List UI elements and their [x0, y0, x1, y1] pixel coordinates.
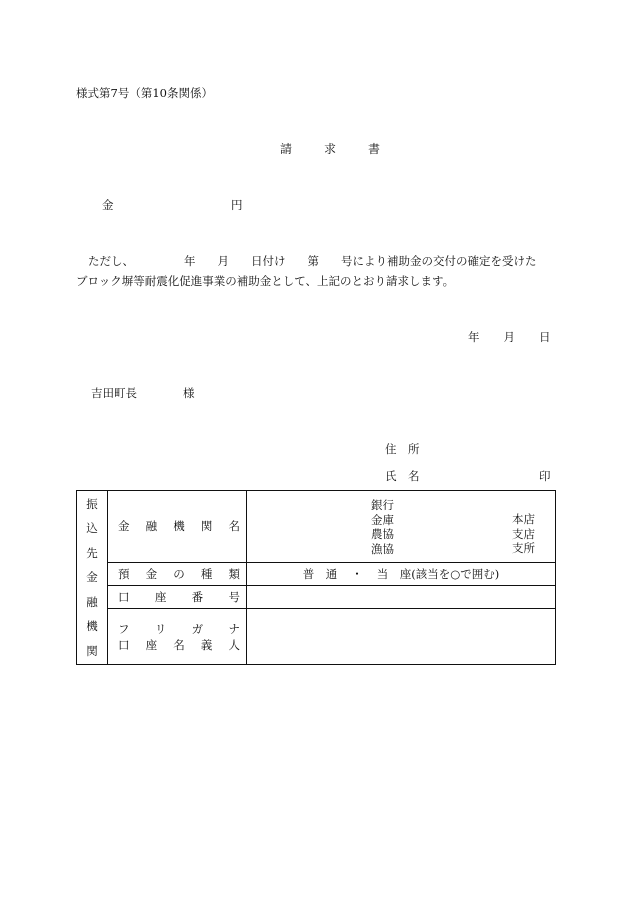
account-holder-field[interactable] [247, 609, 556, 665]
transfer-bank-header: 振 込 先 金 融 機 関 [77, 491, 108, 665]
deposit-ordinary[interactable]: 普 通 [302, 566, 338, 581]
branch-types [512, 512, 535, 556]
date-year: 年 [468, 330, 480, 344]
amount-prefix: 金 [102, 198, 114, 212]
type-nokyo: 農協 [371, 527, 394, 542]
date-day: 日 [539, 330, 551, 344]
deposit-type-field[interactable] [247, 562, 556, 585]
request-date [468, 330, 551, 344]
type-gyokyo: 漁協 [371, 541, 394, 556]
deposit-note: (該当を○で囲む) [411, 566, 500, 581]
body-rest: 号により補助金の交付の確定を受けた [341, 254, 537, 268]
furigana-label: フ リ ガ ナ [118, 621, 240, 636]
date-month: 月 [503, 330, 515, 344]
addressee-name: 吉田町長 [91, 386, 137, 400]
amount-unit: 円 [231, 198, 243, 212]
account-holder-label [108, 609, 247, 665]
addressee-honorific: 様 [183, 386, 195, 400]
account-number-label: 口 座 番 号 [108, 586, 247, 609]
bank-transfer-table [76, 490, 556, 665]
branch-head: 本店 [512, 512, 535, 527]
branch-branch: 支店 [512, 526, 535, 541]
branch-sub: 支所 [512, 541, 535, 556]
body-line-1 [88, 254, 537, 268]
addressee [91, 386, 195, 400]
document-title: 請 求 書 [280, 142, 391, 156]
type-shinkin: 金庫 [371, 512, 394, 527]
body-line-2: ブロック塀等耐震化促進事業の補助金として、上記のとおり請求します。 [76, 274, 455, 288]
holder-label: 口 座 名 義 人 [118, 637, 240, 652]
institution-field[interactable] [247, 491, 556, 563]
form-number: 様式第7号（第10条関係） [76, 86, 213, 100]
institution-label: 金 融 機 関 名 [108, 491, 247, 563]
name-label: 氏 名 [385, 469, 420, 483]
body-date-suffix: 日付け [251, 254, 286, 268]
institution-types [371, 498, 394, 556]
deposit-current[interactable]: 当 座 [376, 566, 412, 581]
body-dai: 第 [307, 254, 319, 268]
body-tadashi: ただし、 [88, 254, 134, 268]
deposit-type-label: 預 金 の 種 類 [108, 562, 247, 585]
deposit-separator: ・ [351, 566, 363, 581]
address-label: 住 所 [385, 442, 420, 456]
body-year: 年 [184, 254, 196, 268]
account-number-field[interactable] [247, 586, 556, 609]
body-month: 月 [217, 254, 229, 268]
seal-mark: 印 [539, 469, 551, 483]
type-bank: 銀行 [371, 498, 394, 513]
